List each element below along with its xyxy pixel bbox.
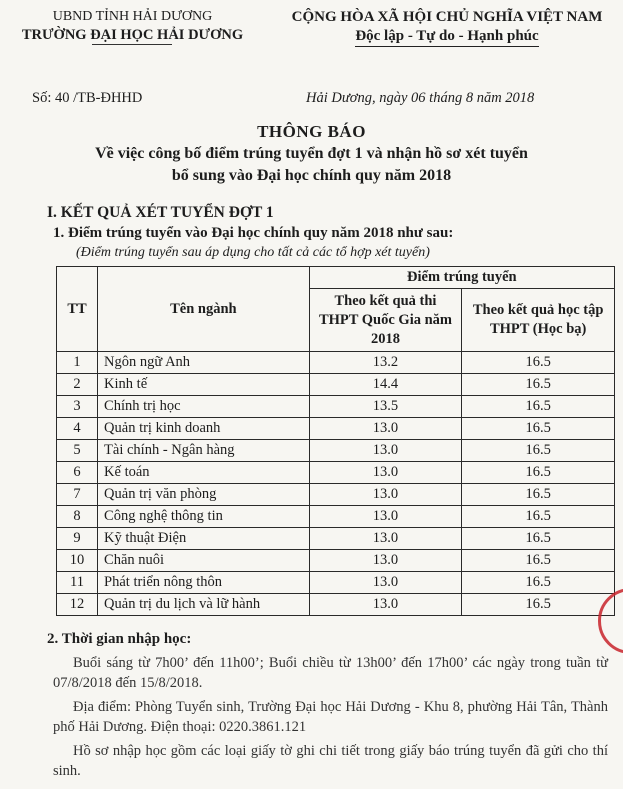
- paragraph-location: Địa điểm: Phòng Tuyển sinh, Trường Đại học Hải Dương - Khu 8, phường Hải Tân, Thành phố Hải Dương. Điện thoại: 0220.3861.121: [53, 699, 608, 735]
- table-row: [57, 506, 615, 528]
- row-major-name: Quản trị kinh doanh: [98, 418, 310, 440]
- document-title: [0, 121, 623, 187]
- header-hocba: Theo kết quả học tập THPT (Học bạ): [462, 289, 615, 352]
- table-row: [57, 550, 615, 572]
- table-header-row: [57, 267, 615, 289]
- row-major-name: Tài chính - Ngân hàng: [98, 440, 310, 462]
- row-number: 12: [57, 594, 98, 616]
- row-thpt-score: 13.2: [309, 352, 462, 374]
- table-row: [57, 484, 615, 506]
- section-1-subheading: 1. Điểm trúng tuyển vào Đại học chính quy năm 2018 như sau:: [53, 225, 454, 241]
- row-number: 11: [57, 572, 98, 594]
- row-thpt-score: 13.0: [309, 550, 462, 572]
- row-major-name: Phát triển nông thôn: [98, 572, 310, 594]
- header-score-group: Điểm trúng tuyển: [309, 267, 614, 289]
- header-major: Tên ngành: [98, 267, 310, 352]
- table-row: [57, 374, 615, 396]
- row-hocba-score: 16.5: [462, 594, 615, 616]
- row-number: 3: [57, 396, 98, 418]
- header-thpt: Theo kết quả thi THPT Quốc Gia năm 2018: [309, 289, 462, 352]
- section-1-note: (Điểm trúng tuyển sau áp dụng cho tất cả các tổ hợp xét tuyển): [76, 245, 430, 260]
- row-major-name: Công nghệ thông tin: [98, 506, 310, 528]
- issuing-organization: [0, 8, 265, 44]
- row-number: 9: [57, 528, 98, 550]
- row-hocba-score: 16.5: [462, 484, 615, 506]
- row-major-name: Ngôn ngữ Anh: [98, 352, 310, 374]
- row-major-name: Quản trị du lịch và lữ hành: [98, 594, 310, 616]
- row-thpt-score: 13.0: [309, 594, 462, 616]
- row-thpt-score: 13.0: [309, 462, 462, 484]
- row-thpt-score: 13.0: [309, 572, 462, 594]
- row-thpt-score: 13.0: [309, 440, 462, 462]
- row-hocba-score: 16.5: [462, 528, 615, 550]
- row-thpt-score: 13.0: [309, 418, 462, 440]
- row-number: 4: [57, 418, 98, 440]
- row-major-name: Kinh tế: [98, 374, 310, 396]
- place-date: Hải Dương, ngày 06 tháng 8 năm 2018: [306, 90, 535, 106]
- row-number: 1: [57, 352, 98, 374]
- title-main: THÔNG BÁO: [257, 122, 366, 141]
- table-row: [57, 462, 615, 484]
- row-number: 10: [57, 550, 98, 572]
- admission-score-table: [56, 266, 615, 616]
- row-hocba-score: 16.5: [462, 462, 615, 484]
- table-row: [57, 440, 615, 462]
- row-hocba-score: 16.5: [462, 418, 615, 440]
- row-major-name: Kỹ thuật Điện: [98, 528, 310, 550]
- row-hocba-score: 16.5: [462, 506, 615, 528]
- motto-line: Độc lập - Tự do - Hạnh phúc: [355, 27, 538, 47]
- table-row: [57, 352, 615, 374]
- org-underline: [92, 44, 172, 45]
- row-thpt-score: 13.5: [309, 396, 462, 418]
- paragraph-schedule: Buổi sáng từ 7h00’ đến 11h00’; Buổi chiều từ 13h00’ đến 17h00’ các ngày trong tuần từ 07/8/2018 đến 15/8/2018.: [53, 655, 608, 691]
- row-hocba-score: 16.5: [462, 374, 615, 396]
- document-number: Số: 40 /TB-ĐHHD: [32, 90, 143, 106]
- row-number: 2: [57, 374, 98, 396]
- table-row: [57, 572, 615, 594]
- row-major-name: Kế toán: [98, 462, 310, 484]
- title-subject-2: bổ sung vào Đại học chính quy năm 2018: [171, 167, 452, 184]
- section-2-heading: 2. Thời gian nhập học:: [47, 631, 192, 647]
- row-hocba-score: 16.5: [462, 352, 615, 374]
- row-major-name: Chăn nuôi: [98, 550, 310, 572]
- row-hocba-score: 16.5: [462, 440, 615, 462]
- table-row: [57, 418, 615, 440]
- row-thpt-score: 13.0: [309, 506, 462, 528]
- row-thpt-score: 13.0: [309, 484, 462, 506]
- row-number: 5: [57, 440, 98, 462]
- row-number: 7: [57, 484, 98, 506]
- row-number: 6: [57, 462, 98, 484]
- title-subject-1: Về việc công bố điểm trúng tuyển đợt 1 và nhận hồ sơ xét tuyển: [95, 145, 528, 162]
- row-thpt-score: 14.4: [309, 374, 462, 396]
- table-row: [57, 528, 615, 550]
- nation-line: CỘNG HÒA XÃ HỘI CHỦ NGHĨA VIỆT NAM: [291, 9, 603, 25]
- row-major-name: Quản trị văn phòng: [98, 484, 310, 506]
- table-row: [57, 594, 615, 616]
- row-major-name: Chính trị học: [98, 396, 310, 418]
- row-thpt-score: 13.0: [309, 528, 462, 550]
- table-row: [57, 396, 615, 418]
- org-line-province: UBND TỈNH HẢI DƯƠNG: [52, 9, 213, 24]
- header-tt: TT: [57, 267, 98, 352]
- national-motto: [272, 8, 622, 47]
- row-hocba-score: 16.5: [462, 572, 615, 594]
- org-line-university: TRƯỜNG ĐẠI HỌC HẢI DƯƠNG: [21, 27, 244, 43]
- section-1-heading: I. KẾT QUẢ XÉT TUYỂN ĐỢT 1: [47, 204, 274, 221]
- row-hocba-score: 16.5: [462, 396, 615, 418]
- paragraph-documents: Hồ sơ nhập học gồm các loại giấy tờ ghi chi tiết trong giấy báo trúng tuyển đã gửi cho thí sinh.: [53, 743, 608, 779]
- row-number: 8: [57, 506, 98, 528]
- row-hocba-score: 16.5: [462, 550, 615, 572]
